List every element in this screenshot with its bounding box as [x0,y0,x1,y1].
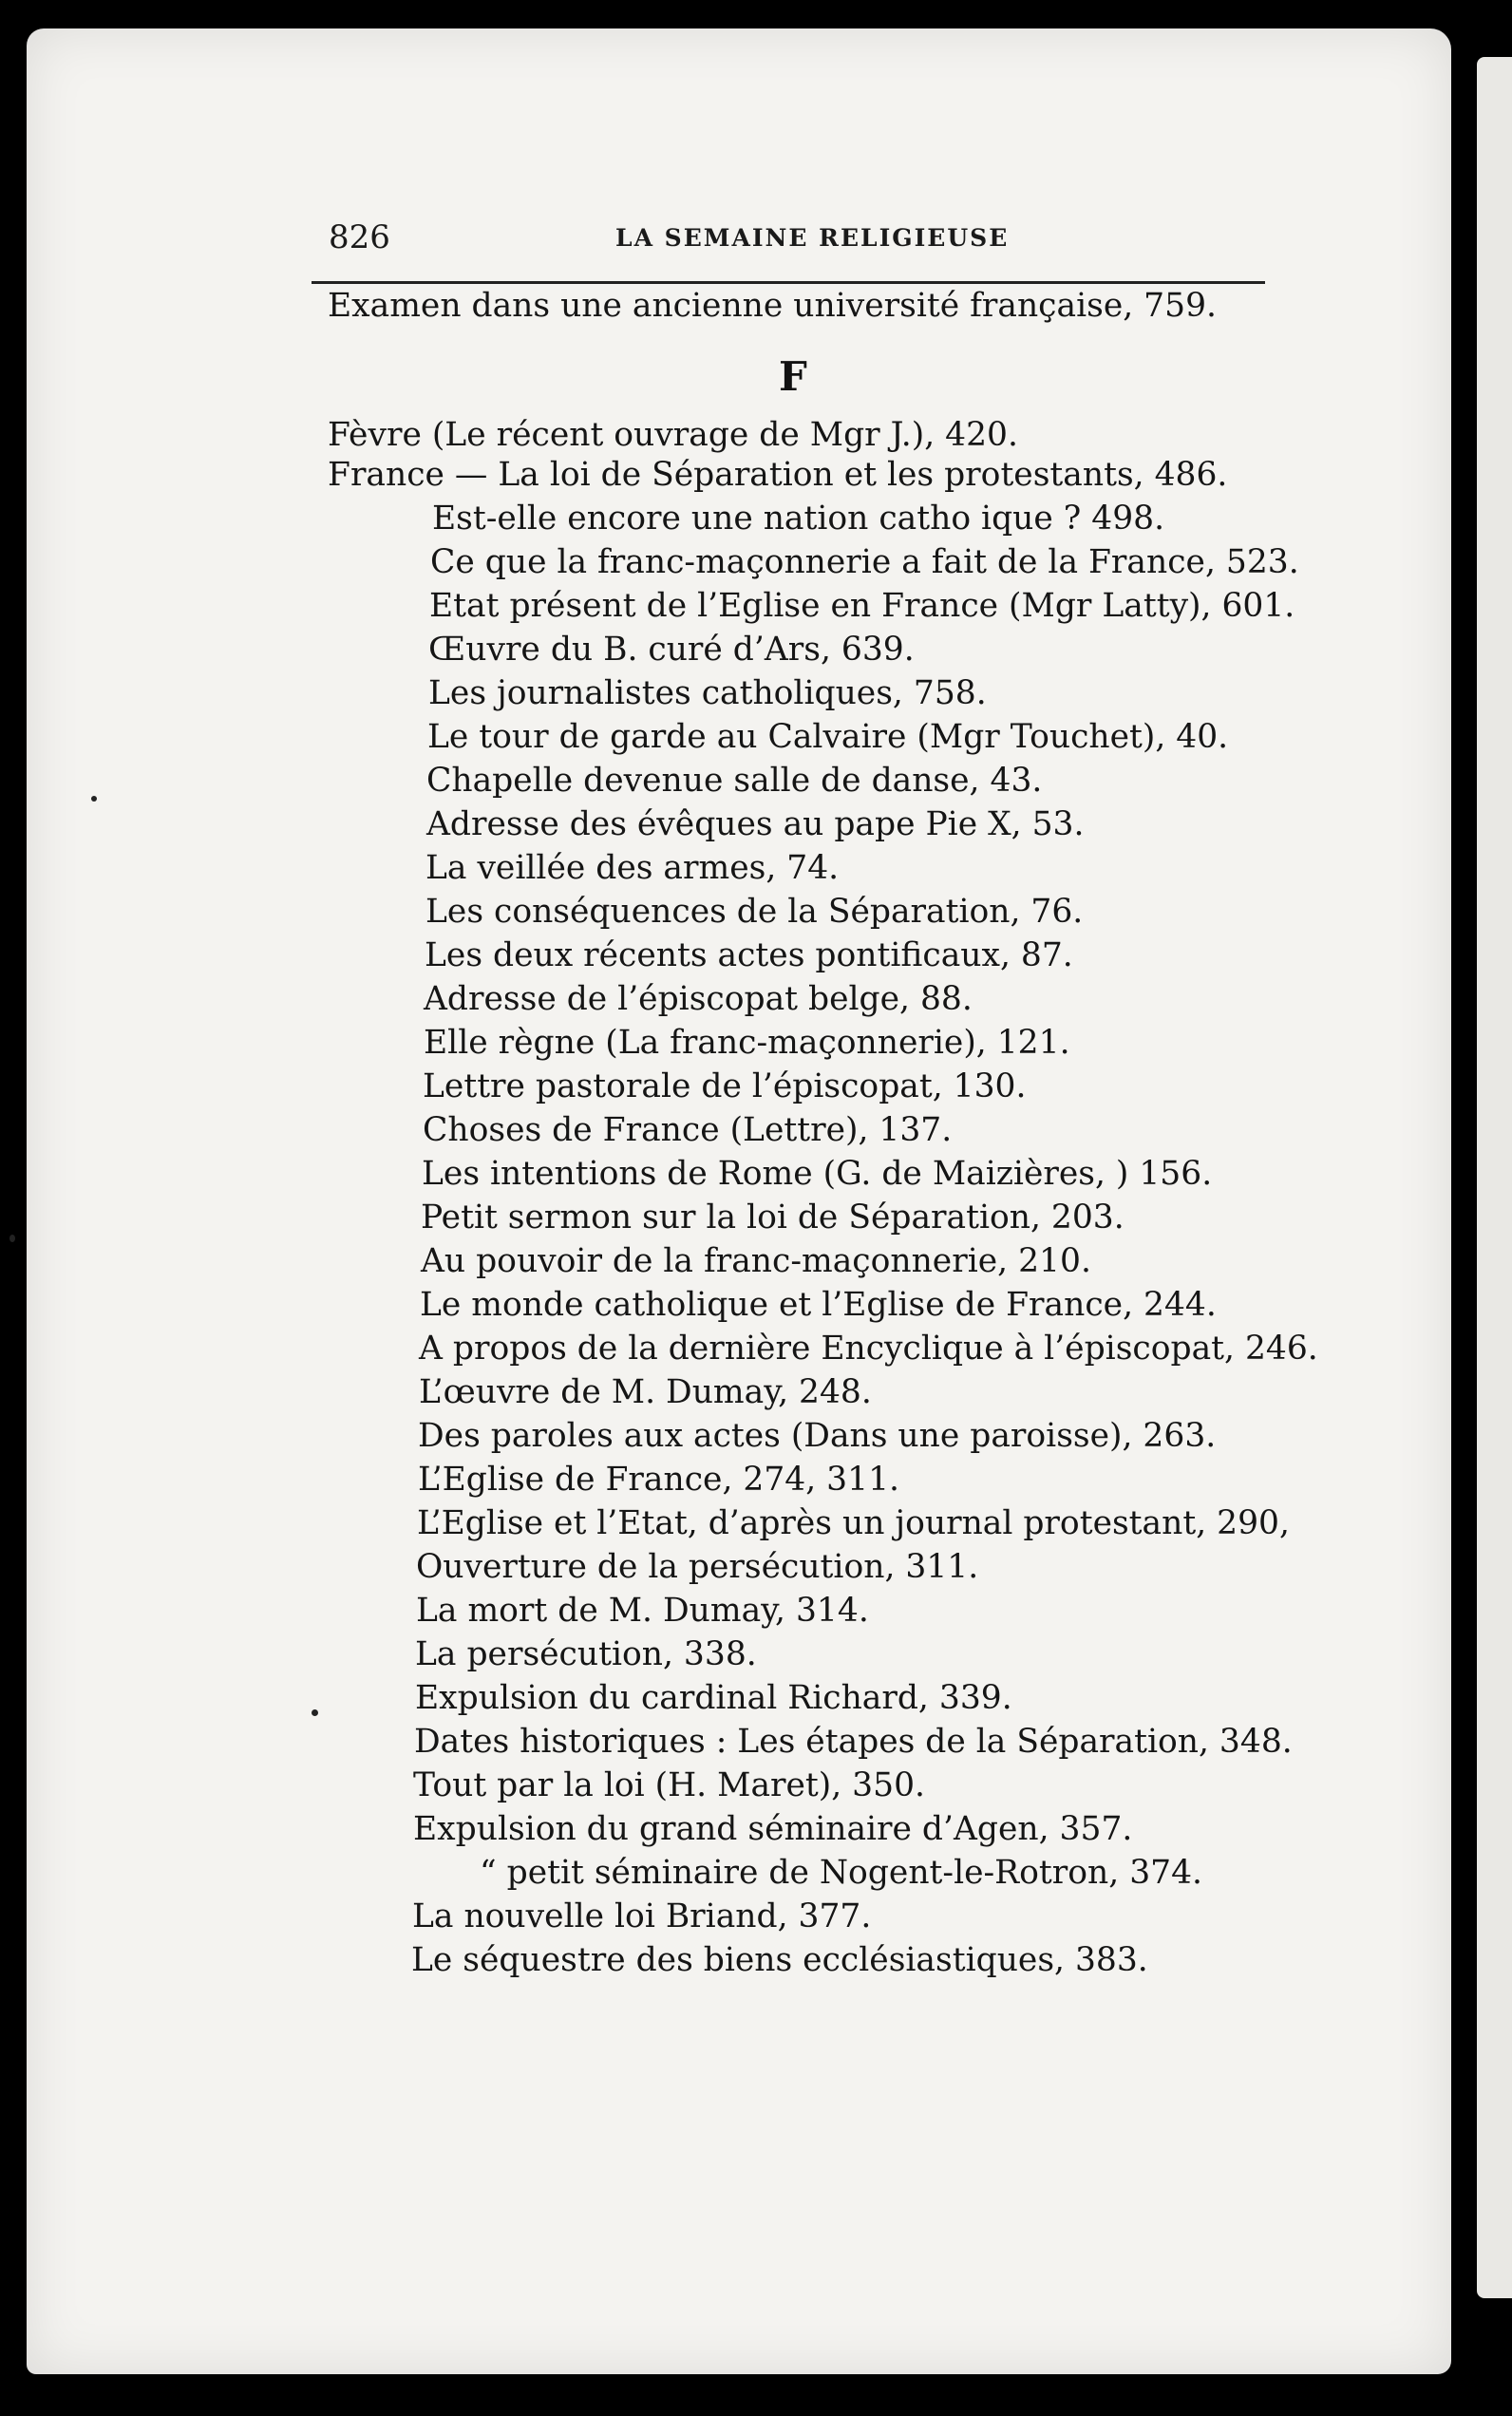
index-entry: “ petit séminaire de Nogent-le-Rotron, 374. [480,1854,1203,1892]
index-entry: L’Eglise de France, 274, 311. [418,1461,899,1499]
index-entry: Œuvre du B. curé d’Ars, 639. [428,631,915,669]
scan-speck [91,796,97,802]
index-entry: Petit sermon sur la loi de Séparation, 203. [421,1199,1125,1236]
index-entry: Les intentions de Rome (G. de Maizières, ) 156. [422,1155,1213,1193]
index-entry: Les deux récents actes pontificaux, 87. [425,936,1073,974]
running-title: LA SEMAINE RELIGIEUSE [615,224,1010,252]
index-entry: Ce que la franc-maçonnerie a fait de la France, 523. [430,543,1299,581]
index-entry: France — La loi de Séparation et les protestants, 486. [328,456,1228,494]
index-entry: Est-elle encore une nation catho ique ? 498. [432,500,1165,538]
index-entry: Le séquestre des biens ecclésiastiques, 383. [411,1941,1148,1979]
index-entry: Des paroles aux actes (Dans une paroisse), 263. [418,1417,1217,1455]
index-entry: Fèvre (Le récent ouvrage de Mgr J.), 420. [328,416,1018,454]
index-entry: Chapelle devenue salle de danse, 43. [426,762,1043,800]
index-entry: Adresse de l’épiscopat belge, 88. [424,980,973,1018]
section-letter: F [779,353,807,400]
index-entry: Les conséquences de la Séparation, 76. [425,893,1084,931]
index-entry: La veillée des armes, 74. [425,849,840,887]
index-entry: Expulsion du cardinal Richard, 339. [415,1679,1012,1717]
index-entry: Expulsion du grand séminaire d’Agen, 357. [413,1810,1133,1848]
index-entry: Examen dans une ancienne université française, 759. [328,287,1217,325]
index-entry: Adresse des évêques au pape Pie X, 53. [426,805,1085,843]
scan-speck [9,1235,15,1242]
index-entry: La mort de M. Dumay, 314. [416,1592,869,1630]
index-entry: Tout par la loi (H. Maret), 350. [413,1766,925,1804]
index-entry: Ouverture de la persécution, 311. [416,1548,979,1586]
index-entry: Lettre pastorale de l’épiscopat, 130. [423,1067,1027,1105]
index-entry: Le monde catholique et l’Eglise de France, 244. [420,1286,1217,1324]
index-entry: La persécution, 338. [415,1635,757,1673]
index-entry: L’œuvre de M. Dumay, 248. [419,1373,872,1411]
index-entry: La nouvelle loi Briand, 377. [412,1897,872,1935]
page-number: 826 [329,218,390,256]
scan-speck [312,1709,318,1716]
index-entry: Le tour de garde au Calvaire (Mgr Touchet), 40. [427,718,1229,756]
page-header [302,218,1261,275]
facing-page-edge [1477,57,1512,2298]
index-entry: Choses de France (Lettre), 137. [423,1111,953,1149]
index-entry: Etat présent de l’Eglise en France (Mgr Latty), 601. [429,587,1295,625]
index-entry: A propos de la dernière Encyclique à l’épiscopat, 246. [419,1330,1318,1368]
index-entry: Elle règne (La franc-maçonnerie), 121. [424,1024,1070,1062]
index-entry: Dates historiques : Les étapes de la Séparation, 348. [414,1723,1293,1761]
index-entry: Au pouvoir de la franc-maçonnerie, 210. [421,1242,1091,1280]
index-entry: Les journalistes catholiques, 758. [428,674,987,712]
header-rule [312,281,1265,284]
index-entry: L’Eglise et l’Etat, d’après un journal protestant, 290, [417,1504,1290,1542]
